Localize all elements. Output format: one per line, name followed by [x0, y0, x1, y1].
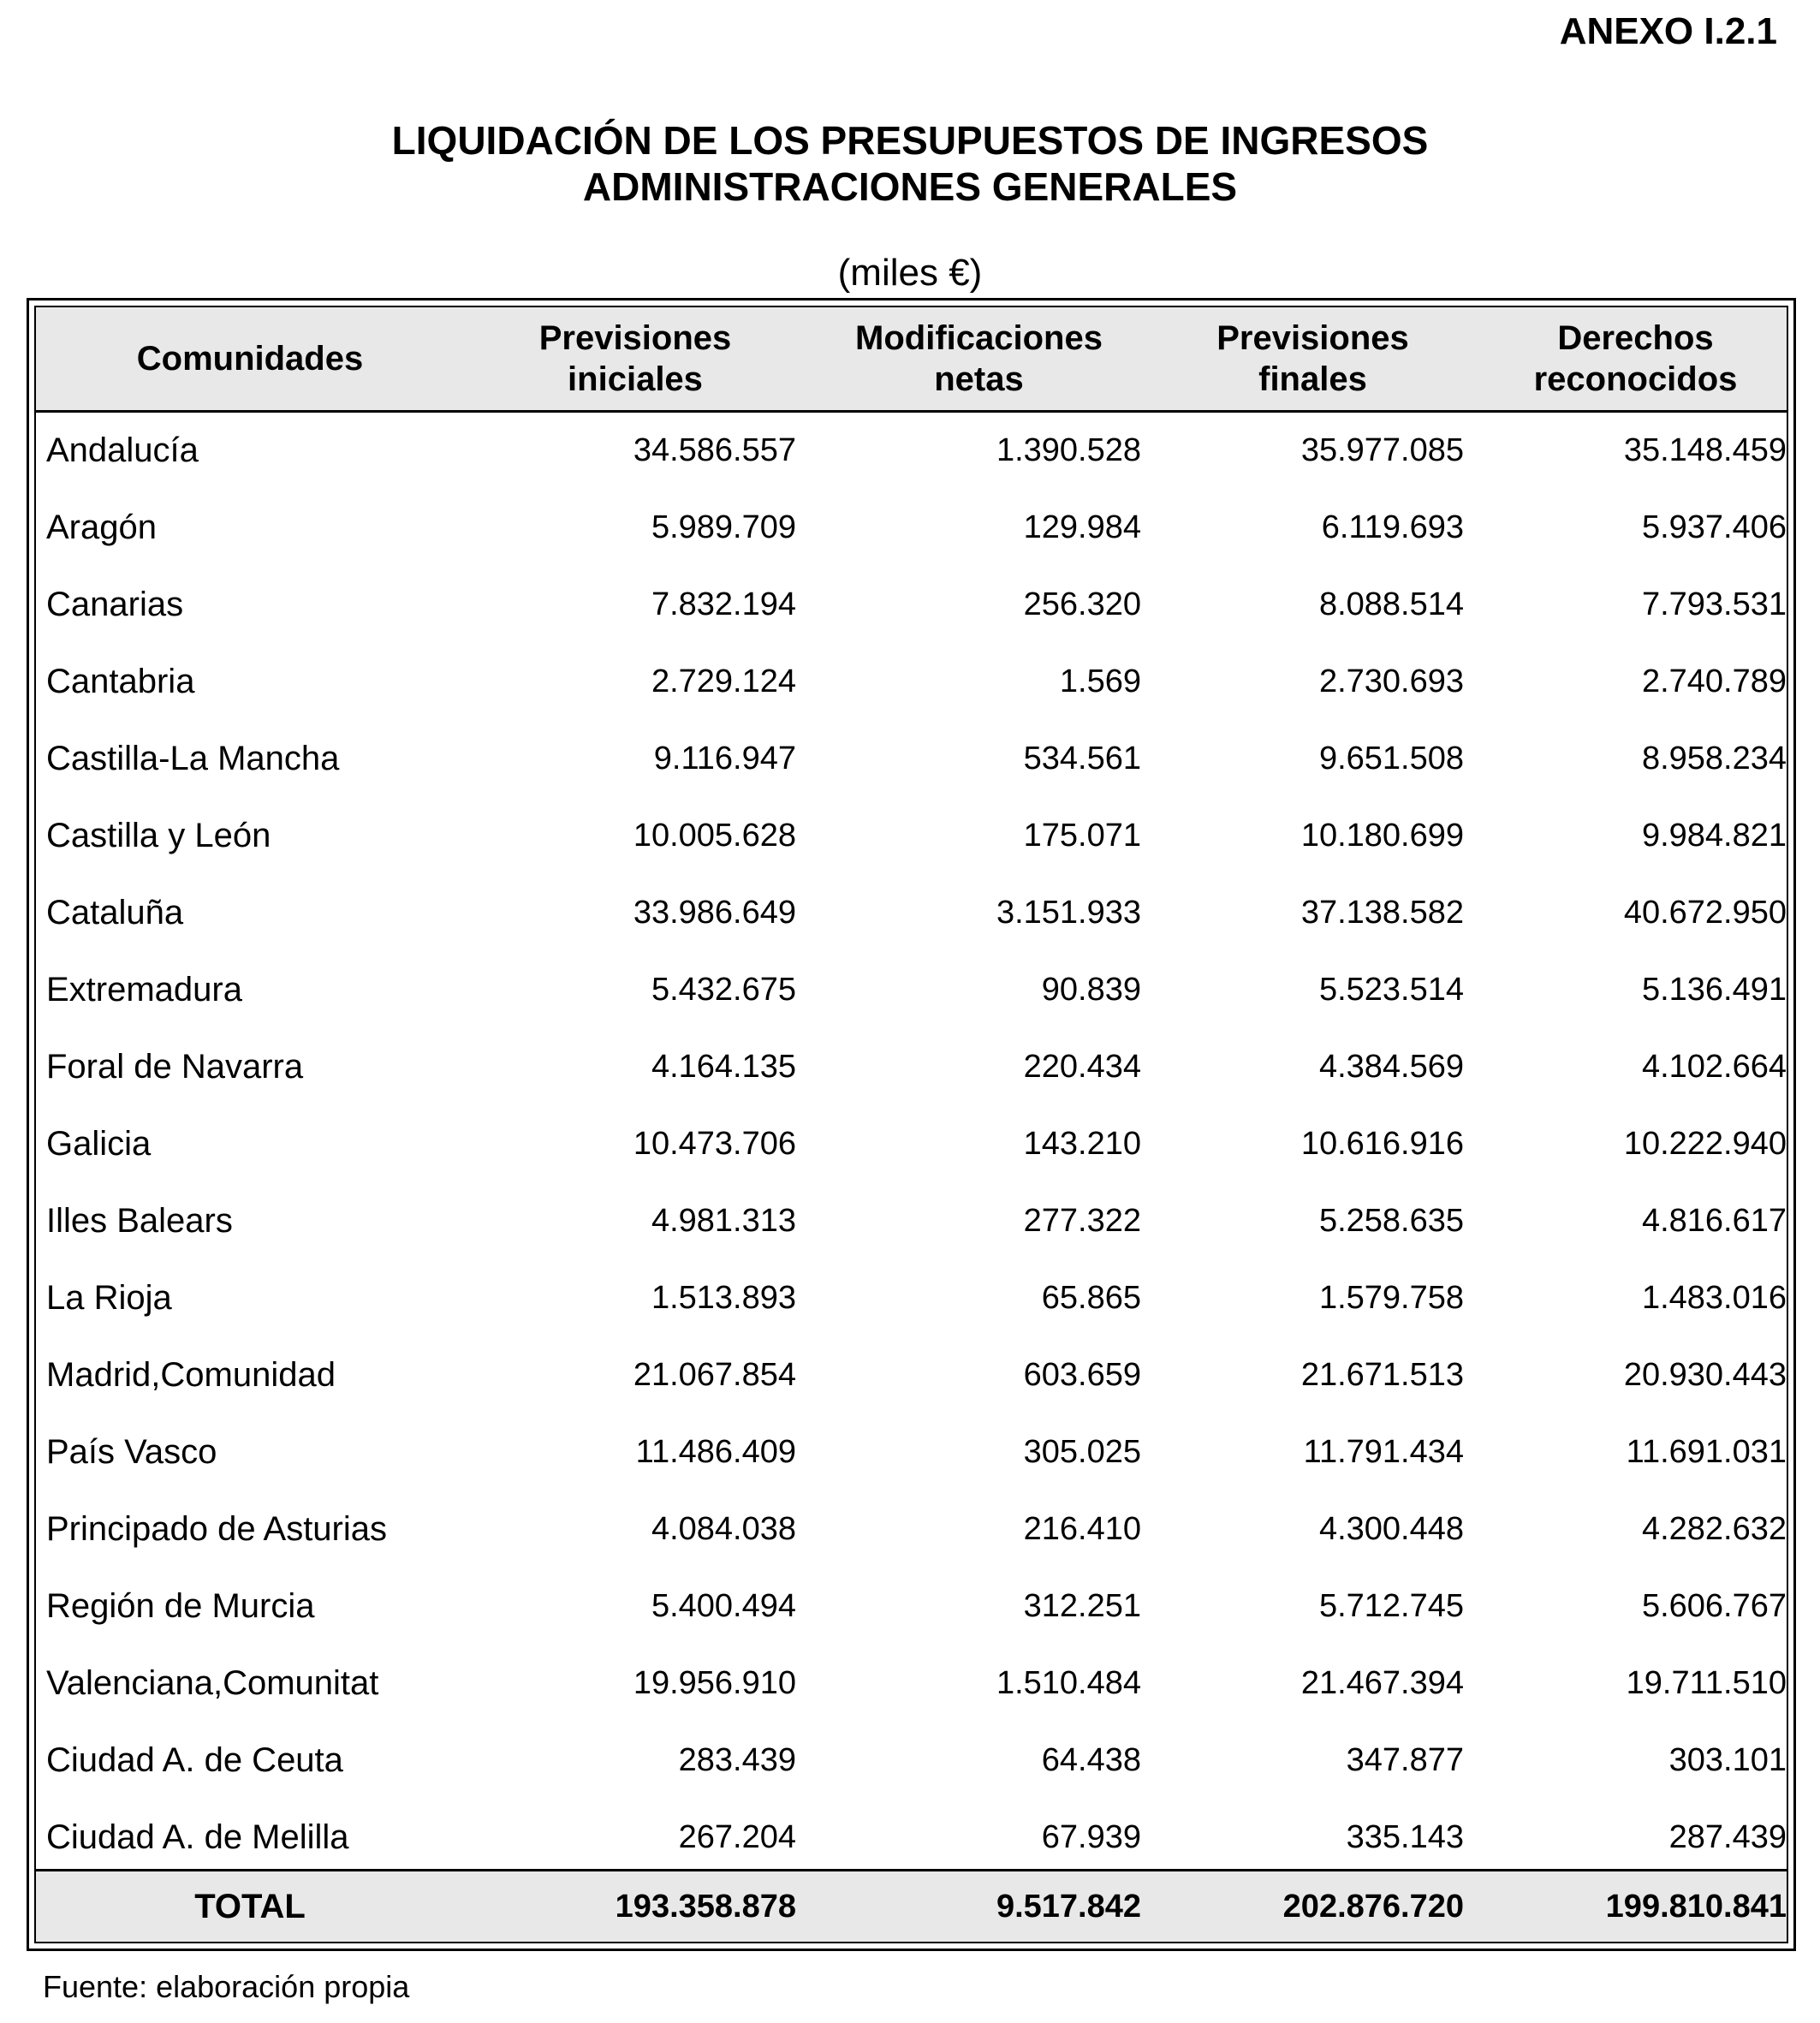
- derechos-reconocidos-value: 4.816.617: [1641, 1202, 1787, 1239]
- derechos-reconocidos-value: 303.101: [1668, 1741, 1787, 1778]
- previsiones-iniciales-value: 5.400.494: [651, 1587, 796, 1624]
- table-row: [36, 1105, 1787, 1182]
- table-row: [36, 951, 1787, 1028]
- table-row: [36, 1336, 1787, 1413]
- modificaciones-netas-value: 603.659: [1023, 1356, 1141, 1393]
- community-name: Illes Balears: [46, 1201, 233, 1240]
- community-name: Cantabria: [46, 662, 195, 700]
- previsiones-finales-value: 5.258.635: [1318, 1202, 1464, 1239]
- header-label-line1: Derechos: [1557, 319, 1714, 357]
- header-label-line1: Modificaciones: [855, 319, 1103, 357]
- header-comunidades-label: Comunidades: [136, 340, 364, 378]
- table-total-row: [36, 1869, 1787, 1942]
- annex-label: ANEXO I.2.1: [1559, 10, 1777, 52]
- table-row: [36, 1182, 1787, 1259]
- previsiones-finales-value: 4.384.569: [1318, 1048, 1464, 1085]
- previsiones-iniciales-value: 34.586.557: [633, 431, 796, 468]
- total-derechos-reconocidos: 199.810.841: [1605, 1888, 1787, 1925]
- community-name: País Vasco: [46, 1432, 217, 1471]
- community-name: Castilla-La Mancha: [46, 739, 340, 777]
- derechos-reconocidos-value: 40.672.950: [1623, 894, 1787, 931]
- modificaciones-netas-value: 175.071: [1023, 817, 1141, 854]
- page-title: LIQUIDACIÓN DE LOS PRESUPUESTOS DE INGRESOS: [391, 118, 1429, 163]
- table-row: [36, 1568, 1787, 1645]
- previsiones-finales-value: 2.730.693: [1318, 663, 1464, 699]
- derechos-reconocidos-value: 1.483.016: [1641, 1279, 1787, 1316]
- previsiones-iniciales-value: 11.486.409: [635, 1433, 796, 1470]
- table-frame: [27, 298, 1796, 1951]
- derechos-reconocidos-value: 5.606.767: [1641, 1587, 1787, 1624]
- derechos-reconocidos-value: 7.793.531: [1641, 586, 1787, 622]
- community-name: Galicia: [46, 1124, 152, 1163]
- community-name: Castilla y León: [46, 816, 271, 854]
- table-row: [36, 643, 1787, 720]
- modificaciones-netas-value: 129.984: [1023, 509, 1141, 545]
- header-label-line2: netas: [934, 360, 1024, 398]
- header-label-line2: reconocidos: [1533, 360, 1738, 398]
- modificaciones-netas-value: 65.865: [1041, 1279, 1141, 1316]
- previsiones-iniciales-value: 283.439: [678, 1741, 796, 1778]
- community-name: Cataluña: [46, 893, 184, 931]
- table-row: [36, 720, 1787, 797]
- previsiones-iniciales-value: 19.956.910: [633, 1664, 796, 1701]
- community-name: La Rioja: [46, 1278, 172, 1317]
- table-row: [36, 1722, 1787, 1799]
- header-label-line1: Previsiones: [538, 319, 732, 357]
- previsiones-iniciales-value: 9.116.947: [653, 740, 796, 776]
- modificaciones-netas-value: 1.390.528: [996, 431, 1141, 468]
- derechos-reconocidos-value: 9.984.821: [1641, 817, 1787, 854]
- derechos-reconocidos-value: 19.711.510: [1626, 1664, 1787, 1701]
- previsiones-finales-value: 347.877: [1346, 1741, 1464, 1778]
- community-name: Principado de Asturias: [46, 1509, 388, 1548]
- derechos-reconocidos-value: 8.958.234: [1641, 740, 1787, 776]
- header-modificaciones-netas: [806, 307, 1151, 410]
- header-label-line2: finales: [1258, 360, 1367, 398]
- community-name: Canarias: [46, 585, 184, 623]
- previsiones-finales-value: 8.088.514: [1318, 586, 1464, 622]
- derechos-reconocidos-value: 20.930.443: [1623, 1356, 1787, 1393]
- table-row: [36, 1028, 1787, 1105]
- table-row: [36, 489, 1787, 566]
- previsiones-finales-value: 21.467.394: [1300, 1664, 1464, 1701]
- previsiones-finales-value: 37.138.582: [1300, 894, 1464, 931]
- previsiones-iniciales-value: 33.986.649: [633, 894, 796, 931]
- community-name: Madrid,Comunidad: [46, 1355, 336, 1394]
- header-previsiones-finales: [1151, 307, 1474, 410]
- previsiones-finales-value: 11.791.434: [1303, 1433, 1464, 1470]
- header-previsiones-iniciales: [464, 307, 806, 410]
- table-row: [36, 874, 1787, 951]
- previsiones-iniciales-value: 1.513.893: [651, 1279, 796, 1316]
- total-previsiones-iniciales: 193.358.878: [615, 1888, 796, 1925]
- community-name: Región de Murcia: [46, 1586, 315, 1625]
- data-table: [34, 306, 1788, 1943]
- modificaciones-netas-value: 64.438: [1041, 1741, 1141, 1778]
- header-comunidades: [36, 307, 464, 410]
- community-name: Ciudad A. de Ceuta: [46, 1740, 343, 1779]
- header-derechos-reconocidos: [1474, 307, 1797, 410]
- modificaciones-netas-value: 256.320: [1023, 586, 1141, 622]
- modificaciones-netas-value: 143.210: [1023, 1125, 1141, 1162]
- previsiones-finales-value: 35.977.085: [1300, 431, 1464, 468]
- previsiones-finales-value: 21.671.513: [1300, 1356, 1464, 1393]
- previsiones-iniciales-value: 10.473.706: [633, 1125, 796, 1162]
- previsiones-iniciales-value: 10.005.628: [633, 817, 796, 854]
- derechos-reconocidos-value: 5.937.406: [1641, 509, 1787, 545]
- previsiones-finales-value: 4.300.448: [1318, 1510, 1464, 1547]
- previsiones-iniciales-value: 2.729.124: [651, 663, 796, 699]
- derechos-reconocidos-value: 11.691.031: [1626, 1433, 1787, 1470]
- community-name: Aragón: [46, 508, 157, 546]
- community-name: Andalucía: [46, 431, 199, 469]
- source-note: Fuente: elaboración propia: [43, 1969, 410, 2004]
- modificaciones-netas-value: 67.939: [1041, 1818, 1141, 1855]
- derechos-reconocidos-value: 5.136.491: [1641, 971, 1787, 1008]
- modificaciones-netas-value: 312.251: [1023, 1587, 1141, 1624]
- previsiones-iniciales-value: 21.067.854: [633, 1356, 796, 1393]
- derechos-reconocidos-value: 4.282.632: [1641, 1510, 1787, 1547]
- table-row: [36, 1645, 1787, 1722]
- previsiones-iniciales-value: 4.164.135: [651, 1048, 796, 1085]
- table-row: [36, 1259, 1787, 1336]
- modificaciones-netas-value: 220.434: [1023, 1048, 1141, 1085]
- table-header-row: [36, 307, 1787, 413]
- previsiones-iniciales-value: 267.204: [678, 1818, 796, 1855]
- table-row: [36, 797, 1787, 874]
- derechos-reconocidos-value: 10.222.940: [1623, 1125, 1787, 1162]
- total-modificaciones-netas: 9.517.842: [996, 1888, 1141, 1925]
- modificaciones-netas-value: 1.510.484: [996, 1664, 1141, 1701]
- derechos-reconocidos-value: 35.148.459: [1623, 431, 1787, 468]
- table-row: [36, 1413, 1787, 1490]
- derechos-reconocidos-value: 287.439: [1668, 1818, 1787, 1855]
- previsiones-finales-value: 6.119.693: [1321, 509, 1464, 545]
- modificaciones-netas-value: 216.410: [1023, 1510, 1141, 1547]
- modificaciones-netas-value: 1.569: [1059, 663, 1141, 699]
- units-label: (miles €): [837, 252, 983, 294]
- previsiones-iniciales-value: 5.989.709: [651, 509, 796, 545]
- modificaciones-netas-value: 534.561: [1023, 740, 1141, 776]
- table-row: [36, 1490, 1787, 1568]
- page-subtitle: ADMINISTRACIONES GENERALES: [582, 164, 1238, 209]
- table-row: [36, 566, 1787, 643]
- header-label-line2: iniciales: [568, 360, 703, 398]
- previsiones-finales-value: 335.143: [1346, 1818, 1464, 1855]
- total-previsiones-finales: 202.876.720: [1282, 1888, 1464, 1925]
- community-name: Valenciana,Comunitat: [46, 1663, 379, 1702]
- modificaciones-netas-value: 305.025: [1023, 1433, 1141, 1470]
- previsiones-finales-value: 5.523.514: [1318, 971, 1464, 1008]
- derechos-reconocidos-value: 2.740.789: [1641, 663, 1787, 699]
- previsiones-iniciales-value: 4.981.313: [651, 1202, 796, 1239]
- previsiones-iniciales-value: 4.084.038: [651, 1510, 796, 1547]
- table-row: [36, 1799, 1787, 1876]
- previsiones-finales-value: 1.579.758: [1318, 1279, 1464, 1316]
- derechos-reconocidos-value: 4.102.664: [1641, 1048, 1787, 1085]
- community-name: Extremadura: [46, 970, 242, 1009]
- previsiones-iniciales-value: 7.832.194: [651, 586, 796, 622]
- table-row: [36, 412, 1787, 489]
- modificaciones-netas-value: 277.322: [1023, 1202, 1141, 1239]
- community-name: Ciudad A. de Melilla: [46, 1818, 349, 1856]
- header-label-line1: Previsiones: [1216, 319, 1409, 357]
- previsiones-finales-value: 5.712.745: [1318, 1587, 1464, 1624]
- previsiones-finales-value: 10.180.699: [1300, 817, 1464, 854]
- community-name: Foral de Navarra: [46, 1047, 304, 1086]
- total-label: TOTAL: [194, 1887, 306, 1925]
- modificaciones-netas-value: 3.151.933: [996, 894, 1141, 931]
- modificaciones-netas-value: 90.839: [1041, 971, 1141, 1008]
- previsiones-finales-value: 9.651.508: [1318, 740, 1464, 776]
- previsiones-finales-value: 10.616.916: [1300, 1125, 1464, 1162]
- previsiones-iniciales-value: 5.432.675: [651, 971, 796, 1008]
